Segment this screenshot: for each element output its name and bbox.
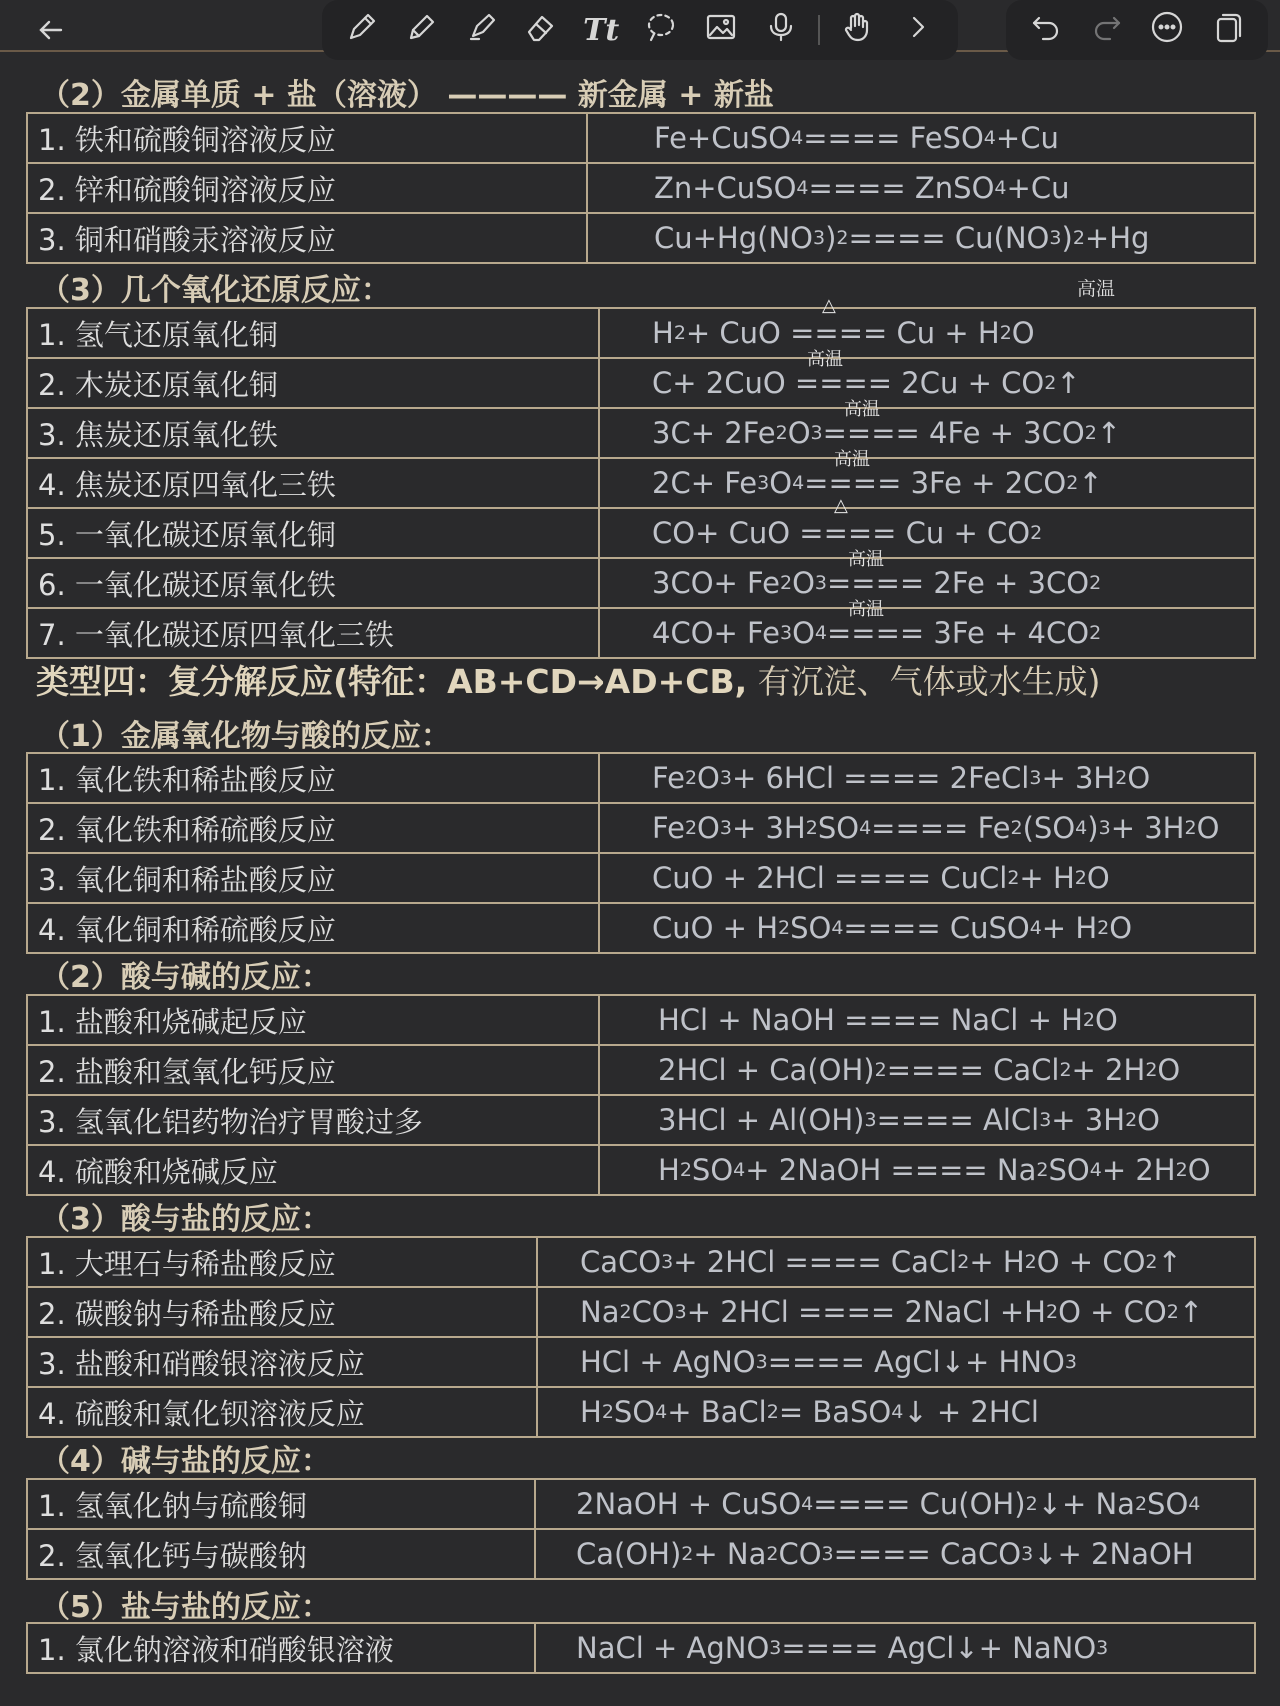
table-row [28,902,1254,952]
section-title-metal-salt: （2）金属单质 + 盐（溶液） ———— 新金属 + 新盐 [40,78,774,113]
reaction-equation: H 2 SO 4 + BaCl 2 = BaSO 4 ↓ + 2HCl [580,1395,1039,1429]
table-row [28,1044,1254,1094]
chevron-right-icon [901,10,935,51]
reaction-equation: H 2 + CuO ==== Cu + H 2 O △ [652,295,1035,350]
reaction-name: 1. 氯化钠溶液和硝酸银溶液 [28,1624,536,1672]
more-button[interactable] [1145,8,1189,52]
table-row [28,399,1254,457]
reaction-condition: 高温 [844,399,880,420]
more-icon [1150,10,1184,51]
reaction-name: 1. 大理石与稀盐酸反应 [28,1238,538,1286]
reaction-name: 2. 木炭还原氧化铜 [28,359,600,407]
reaction-name: 4. 硫酸和氯化钡溶液反应 [28,1388,538,1436]
eraser-icon [524,10,558,51]
reaction-name: 3. 焦炭还原氧化铁 [28,409,600,457]
reaction-name: 7. 一氧化碳还原四氧化三铁 [28,609,600,657]
image-icon [704,10,738,51]
table-row [28,549,1254,607]
redo-icon [1090,10,1124,51]
type4-title-note: 有沉淀、气体或水生成) [747,662,1101,701]
reaction-name: 2. 盐酸和氢氧化钙反应 [28,1046,600,1094]
table-row [28,1286,1254,1336]
reaction-equation: C+ 2CuO ==== 2Cu + CO 2 ↑ 高温 [600,359,1254,407]
reaction-equation: Ca(OH) 2 + Na 2 CO 3 ==== CaCO 3 ↓+ 2NaOH [576,1537,1194,1571]
table-row [28,1528,1254,1578]
table-oxide-acid [26,752,1256,954]
pages-icon [1211,10,1245,51]
reaction-equation: Cu+Hg(NO 3 ) 2 ==== Cu(NO 3 ) 2 +Hg [654,221,1150,255]
floating-condition-note: 高温 [1077,278,1116,300]
pen-icon [345,10,379,51]
reaction-equation: Na 2 CO 3 + 2HCl ==== 2NaCl +H 2 O + CO 2 ↑ [580,1295,1204,1329]
reaction-equation: H 2 SO 4 + 2NaOH ==== Na 2 SO 4 + 2H 2 O [658,1153,1211,1187]
hand-tool-button[interactable] [836,8,880,52]
table-row [28,1238,1254,1286]
reaction-equation: 3C+ 2Fe 2 O 3 ==== 4Fe + 3CO 2 ↑ 高温 [600,409,1254,457]
reaction-name: 1. 氢气还原氧化铜 [28,309,600,357]
section-title-acid-salt: （3）酸与盐的反应： [40,1202,331,1237]
reaction-name: 6. 一氧化碳还原氧化铁 [28,559,600,607]
table-metal-salt [26,112,1256,264]
redo-button[interactable] [1085,8,1129,52]
reaction-condition: △ [822,295,836,316]
eraser-tool-button[interactable] [519,8,563,52]
reaction-equation: 2HCl + Ca(OH) 2 ==== CaCl 2 + 2H 2 O [658,1053,1181,1087]
toolbar-separator [818,15,820,45]
reaction-equation: Zn+CuSO 4 ==== ZnSO 4 +Cu [654,171,1070,205]
type4-title [36,656,1101,703]
reaction-condition: △ [834,495,848,516]
pen-tool-button[interactable] [340,8,384,52]
reaction-name: 3. 氧化铜和稀盐酸反应 [28,854,600,902]
table-row [28,802,1254,852]
highlighter-tool-button[interactable] [460,8,504,52]
table-row [28,1144,1254,1194]
tool-palette [322,0,958,60]
table-row [28,599,1254,657]
reaction-equation: NaCl + AgNO 3 ==== AgCl↓+ NaNO 3 [576,1631,1109,1665]
reaction-equation: CuO + H 2 SO 4 ==== CuSO 4 + H 2 O [652,911,1133,945]
reaction-equation: 3HCl + Al(OH) 3 ==== AlCl 3 + 3H 2 O [658,1103,1160,1137]
table-row [28,1094,1254,1144]
reaction-name: 1. 铁和硫酸铜溶液反应 [28,114,588,162]
table-base-salt [26,1478,1256,1580]
reaction-name: 5. 一氧化碳还原氧化铜 [28,509,600,557]
reaction-equation: 4CO+ Fe 3 O 4 ==== 3Fe + 4CO 2 高温 [600,609,1254,657]
pages-button[interactable] [1206,8,1250,52]
table-row [28,1480,1254,1528]
reaction-name: 3. 盐酸和硝酸银溶液反应 [28,1338,538,1386]
section-title-redox: （3）几个氧化还原反应： [40,273,391,308]
section-title-base-salt: （4）碱与盐的反应： [40,1444,331,1479]
table-row [28,852,1254,902]
reaction-name: 2. 碳酸钠与稀盐酸反应 [28,1288,538,1336]
lasso-tool-button[interactable] [639,8,683,52]
reaction-name: 1. 氢氧化钠与硫酸铜 [28,1480,536,1528]
reaction-condition: 高温 [834,449,870,470]
reaction-equation: Fe 2 O 3 + 3H 2 SO 4 ==== Fe 2 (SO 4 ) 3 + 3H 2 O [652,811,1220,845]
more-tools-button[interactable] [896,8,940,52]
mic-button[interactable] [759,8,803,52]
pencil-tool-button[interactable] [400,8,444,52]
reaction-equation: HCl + AgNO 3 ==== AgCl↓+ HNO 3 [580,1345,1077,1379]
back-button[interactable] [18,8,84,56]
type4-title-main: 类型四：复分解反应(特征：AB+CD→AD+CB, [36,662,748,701]
section-title-salt-salt: （5）盐与盐的反应： [40,1590,331,1625]
toolbar-right [1006,0,1268,60]
image-tool-button[interactable] [699,8,743,52]
table-row [28,349,1254,407]
reaction-name: 1. 盐酸和烧碱起反应 [28,996,600,1044]
undo-button[interactable] [1024,8,1068,52]
highlighter-icon [465,10,499,51]
lasso-icon [644,10,678,51]
section-title-oxide-acid: （1）金属氧化物与酸的反应： [40,719,451,754]
table-acid-base [26,994,1256,1196]
arrow-left-icon [36,15,66,49]
reaction-equation: Fe 2 O 3 + 6HCl ==== 2FeCl 3 + 3H 2 O [652,761,1151,795]
mic-icon [764,10,798,51]
reaction-name: 2. 氧化铁和稀硫酸反应 [28,804,600,852]
reaction-equation: 2C+ Fe 3 O 4 ==== 3Fe + 2CO 2 ↑ 高温 [600,459,1254,507]
reaction-equation: HCl + NaOH ==== NaCl + H 2 O [658,1003,1118,1037]
reaction-name: 4. 氧化铜和稀硫酸反应 [28,904,600,952]
reaction-name: 3. 氢氧化铝药物治疗胃酸过多 [28,1096,600,1144]
table-row [28,1624,1254,1672]
text-tool-icon: Tt [583,12,620,48]
reaction-equation: 3CO+ Fe 2 O 3 ==== 2Fe + 3CO 2 高温 [600,559,1254,607]
text-tool-button[interactable] [579,8,623,52]
table-row [28,1336,1254,1386]
reaction-name: 1. 氧化铁和稀盐酸反应 [28,754,600,802]
reaction-equation: Fe+CuSO 4 ==== FeSO 4 +Cu [654,121,1059,155]
reaction-name: 3. 铜和硝酸汞溶液反应 [28,214,588,262]
reaction-equation: CO+ CuO ==== Cu + CO 2 △ [652,495,1043,550]
reaction-name: 4. 硫酸和烧碱反应 [28,1146,600,1194]
table-row [28,449,1254,507]
reaction-name: 4. 焦炭还原四氧化三铁 [28,459,600,507]
table-acid-salt [26,1236,1256,1438]
reaction-name: 2. 锌和硫酸铜溶液反应 [28,164,588,212]
reaction-condition: 高温 [848,599,884,620]
table-row [28,114,1254,162]
table-salt-salt [26,1622,1256,1674]
reaction-equation: CuO + 2HCl ==== CuCl 2 + H 2 O [652,861,1110,895]
section-title-acid-base: （2）酸与碱的反应： [40,960,331,995]
table-row [28,996,1254,1044]
table-row [28,295,1254,357]
reaction-condition: 高温 [848,549,884,570]
reaction-equation: CaCO 3 + 2HCl ==== CaCl 2 + H 2 O + CO 2 ↑ [580,1245,1182,1279]
pencil-icon [405,10,439,51]
table-row [28,212,1254,262]
table-row [28,754,1254,802]
reaction-condition: 高温 [807,349,843,370]
hand-icon [841,10,875,51]
table-row [28,1386,1254,1436]
reaction-equation: 2NaOH + CuSO 4 ==== Cu(OH) 2 ↓+ Na 2 SO 4 [576,1487,1201,1521]
table-redox [26,295,1256,659]
undo-icon [1029,10,1063,51]
table-row [28,495,1254,557]
reaction-name: 2. 氢氧化钙与碳酸钠 [28,1530,536,1578]
table-row [28,162,1254,212]
